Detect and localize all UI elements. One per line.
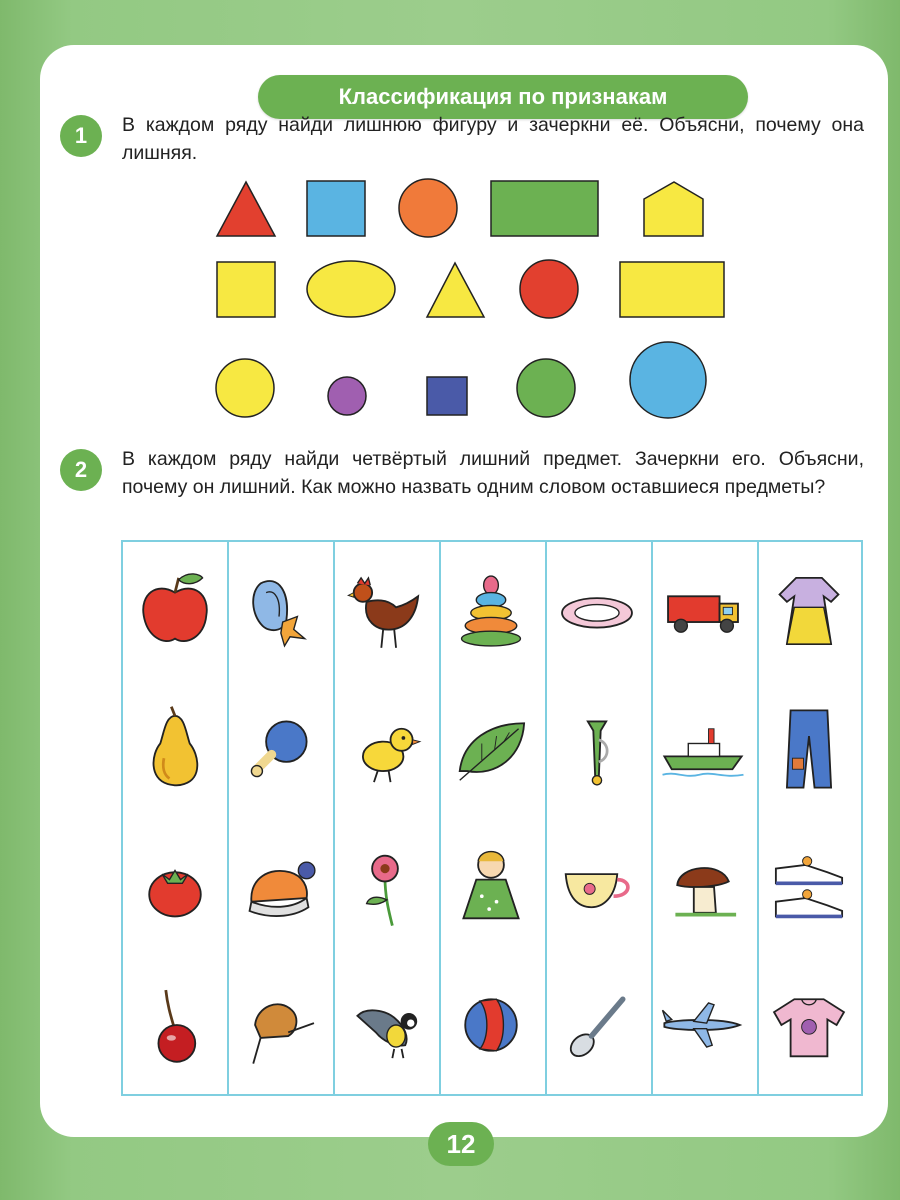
task-1-text: В каждом ряду найди лишнюю фигуру и зачеркни её. Объясни, почему она лишняя. xyxy=(122,114,864,164)
page-number: 12 xyxy=(428,1122,494,1166)
bonnet-icon xyxy=(233,565,325,657)
plate-icon xyxy=(551,565,643,657)
yellow-square[interactable] xyxy=(217,262,275,317)
orange-circle[interactable] xyxy=(399,179,457,237)
task-2-text: В каждом ряду найди четвёртый лишний предмет. Зачеркни его. Объясни, почему он лишний. Как можно назвать одним словом оставшиеся предметы? xyxy=(122,448,864,498)
green-circle[interactable] xyxy=(517,359,575,417)
sneakers-cell[interactable] xyxy=(757,818,861,956)
plate-cell[interactable] xyxy=(545,542,649,680)
cherry-cell[interactable] xyxy=(123,956,227,1094)
objects-grid xyxy=(121,540,863,1096)
pear-cell[interactable] xyxy=(123,680,227,818)
doll-icon xyxy=(445,841,537,933)
rooster-icon xyxy=(339,565,431,657)
tshirt-icon xyxy=(763,979,855,1071)
leaf-icon xyxy=(445,703,537,795)
purple-circle[interactable] xyxy=(328,377,366,415)
ship-cell[interactable] xyxy=(651,680,755,818)
bonnet-cell[interactable] xyxy=(227,542,331,680)
red-triangle[interactable] xyxy=(217,182,275,236)
yellow-circle[interactable] xyxy=(216,359,274,417)
knit-hat-icon xyxy=(233,841,325,933)
red-circle[interactable] xyxy=(520,260,578,318)
ping-pong-paddle-icon xyxy=(233,703,325,795)
blue-circle[interactable] xyxy=(630,342,706,418)
spoon-cell[interactable] xyxy=(545,956,649,1094)
yellow-pentagon[interactable] xyxy=(644,182,703,236)
tomato-icon xyxy=(129,841,221,933)
trumpet-cell[interactable] xyxy=(545,680,649,818)
fur-hat-icon xyxy=(233,979,325,1071)
fur-hat-cell[interactable] xyxy=(227,956,331,1094)
cherry-icon xyxy=(129,979,221,1071)
flower-icon xyxy=(339,841,431,933)
ship-icon xyxy=(657,703,749,795)
pyramid-cell[interactable] xyxy=(439,542,543,680)
yellow-rectangle[interactable] xyxy=(620,262,724,317)
sneakers-icon xyxy=(763,841,855,933)
page-title: Классификация по признакам xyxy=(258,75,748,119)
trumpet-icon xyxy=(551,703,643,795)
airplane-cell[interactable] xyxy=(651,956,755,1094)
tshirt-cell[interactable] xyxy=(757,956,861,1094)
spoon-icon xyxy=(551,979,643,1071)
ball-cell[interactable] xyxy=(439,956,543,1094)
apple-icon xyxy=(129,565,221,657)
blue-square[interactable] xyxy=(307,181,365,236)
leaf-cell[interactable] xyxy=(439,680,543,818)
cup-icon xyxy=(551,841,643,933)
pear-icon xyxy=(129,703,221,795)
chick-icon xyxy=(339,703,431,795)
knit-hat-cell[interactable] xyxy=(227,818,331,956)
task-1-number: 1 xyxy=(60,115,102,157)
doll-cell[interactable] xyxy=(439,818,543,956)
truck-icon xyxy=(657,565,749,657)
mushroom-cell[interactable] xyxy=(651,818,755,956)
apple-cell[interactable] xyxy=(123,542,227,680)
tit-cell[interactable] xyxy=(333,956,437,1094)
truck-cell[interactable] xyxy=(651,542,755,680)
paddle-cell[interactable] xyxy=(227,680,331,818)
task-2-number: 2 xyxy=(60,449,102,491)
tit-bird-icon xyxy=(339,979,431,1071)
ball-icon xyxy=(445,979,537,1071)
pyramid-toy-icon xyxy=(445,565,537,657)
yellow-ellipse[interactable] xyxy=(307,261,395,317)
mushroom-icon xyxy=(657,841,749,933)
cup-cell[interactable] xyxy=(545,818,649,956)
airplane-icon xyxy=(657,979,749,1071)
dress-cell[interactable] xyxy=(757,542,861,680)
jeans-cell[interactable] xyxy=(757,680,861,818)
dress-icon xyxy=(763,565,855,657)
yellow-triangle[interactable] xyxy=(427,263,484,317)
shapes-panel xyxy=(200,170,740,430)
blue-square[interactable] xyxy=(427,377,467,415)
rooster-cell[interactable] xyxy=(333,542,437,680)
chick-cell[interactable] xyxy=(333,680,437,818)
jeans-icon xyxy=(763,703,855,795)
flower-cell[interactable] xyxy=(333,818,437,956)
green-rectangle[interactable] xyxy=(491,181,598,236)
tomato-cell[interactable] xyxy=(123,818,227,956)
